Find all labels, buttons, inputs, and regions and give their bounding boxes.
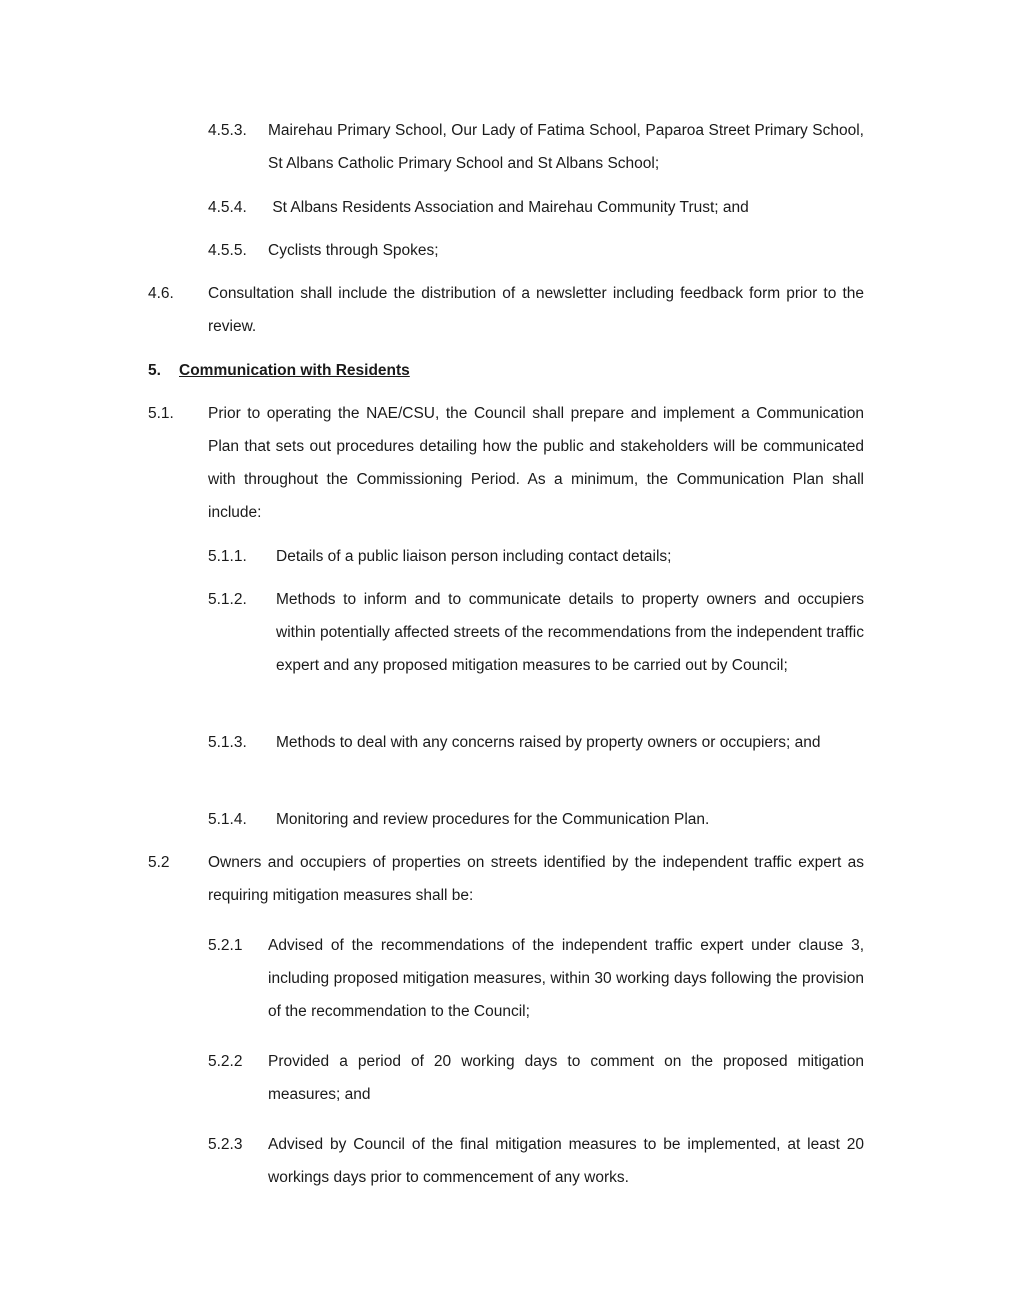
clause-text: Details of a public liaison person including contact details; <box>276 548 672 565</box>
clause-text: Prior to operating the NAE/CSU, the Council shall prepare and implement a Communication Plan that sets out procedures detailing how the public and stakeholders will be communicated with throughout the Commissioning Period. As a minimum, the Communication Plan shall include: <box>208 405 864 521</box>
section-title: Communication with Residents <box>179 362 410 379</box>
clause-number: 5.2.2 <box>208 1053 243 1070</box>
clause-5-2-2 <box>208 1045 864 1111</box>
clause-number: 5.2.3 <box>208 1136 243 1153</box>
clause-5-1-1 <box>208 540 864 573</box>
clause-text: St Albans Residents Association and Mairehau Community Trust; and <box>268 199 749 216</box>
clause-4-5-4 <box>208 191 864 224</box>
clause-text: Advised of the recommendations of the independent traffic expert under clause 3, including proposed mitigation measures, within 30 working days following the provision of the recommendation to the Council; <box>268 937 864 1020</box>
clause-4-6 <box>148 277 864 343</box>
clause-number: 5.1.2. <box>208 591 247 608</box>
clause-number: 5.1.4. <box>208 811 247 828</box>
clause-5-2-3 <box>208 1128 864 1194</box>
clause-number: 5.2 <box>148 854 170 871</box>
clause-4-5-3 <box>208 114 864 180</box>
clause-number: 5.2.1 <box>208 937 243 954</box>
section-heading-5 <box>148 354 410 387</box>
clause-text: Provided a period of 20 working days to comment on the proposed mitigation measures; and <box>268 1053 864 1103</box>
clause-text: Consultation shall include the distribution of a newsletter including feedback form prior to the review. <box>208 285 864 335</box>
clause-text: Monitoring and review procedures for the Communication Plan. <box>276 811 710 828</box>
clause-5-1-4 <box>208 803 864 836</box>
clause-5-2-1 <box>208 929 864 1028</box>
clause-number: 5.1.1. <box>208 548 247 565</box>
clause-text: Methods to deal with any concerns raised by property owners or occupiers; and <box>276 734 821 751</box>
clause-5-1-3 <box>208 726 864 759</box>
clause-number: 4.5.5. <box>208 242 247 259</box>
clause-number: 4.5.4. <box>208 199 247 216</box>
clause-number: 4.6. <box>148 285 174 302</box>
clause-text: Owners and occupiers of properties on streets identified by the independent traffic expert as requiring mitigation measures shall be: <box>208 854 864 904</box>
clause-4-5-5 <box>208 234 864 267</box>
clause-5-1-2 <box>208 583 864 682</box>
clause-number: 5.1. <box>148 405 174 422</box>
clause-number: 5.1.3. <box>208 734 247 751</box>
clause-text: Cyclists through Spokes; <box>268 242 439 259</box>
clause-text: Advised by Council of the final mitigation measures to be implemented, at least 20 workings days prior to commencement of any works. <box>268 1136 864 1186</box>
section-number: 5. <box>148 362 161 379</box>
clause-text: Methods to inform and to communicate details to property owners and occupiers within potentially affected streets of the recommendations from the independent traffic expert and any proposed mitigation measures to be carried out by Council; <box>276 591 864 674</box>
clause-text: Mairehau Primary School, Our Lady of Fatima School, Paparoa Street Primary School, St Albans Catholic Primary School and St Albans School; <box>268 122 864 172</box>
clause-5-1 <box>148 397 864 529</box>
clause-number: 4.5.3. <box>208 122 247 139</box>
clause-5-2 <box>148 846 864 912</box>
